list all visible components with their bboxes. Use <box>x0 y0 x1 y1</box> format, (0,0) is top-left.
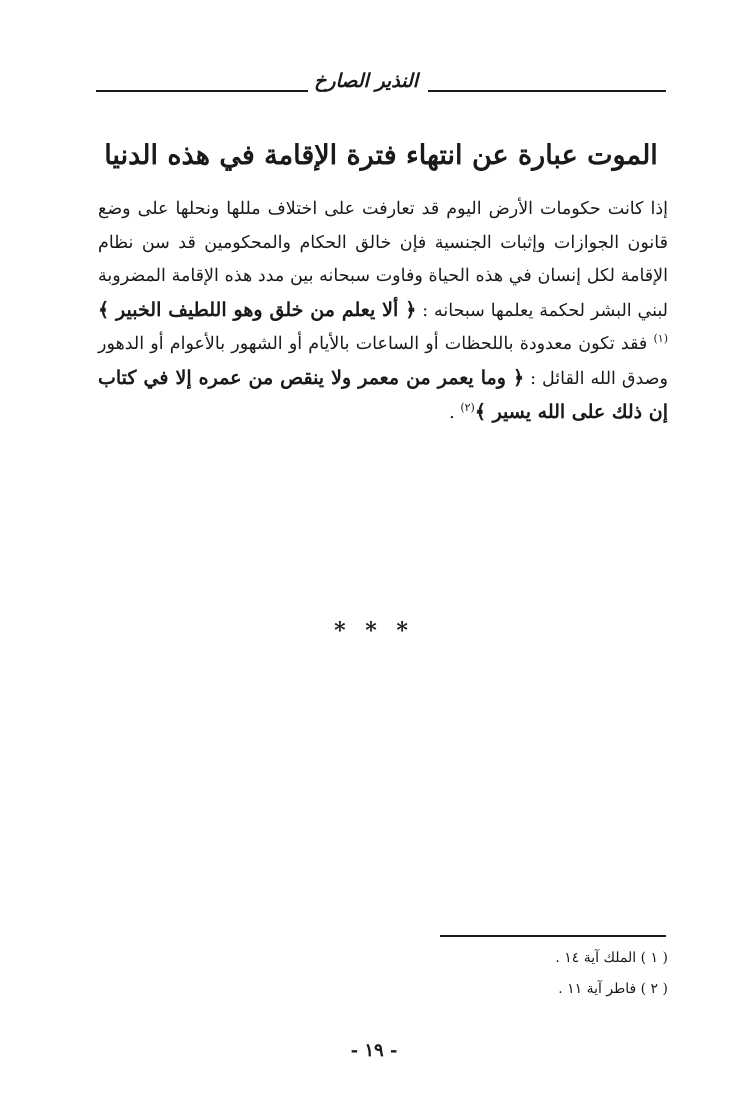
paragraph-middle: فقد تكون معدودة باللحظات أو الساعات بالأيام أو الشهور بالأعوام أو الدهور وصدق الله القائل : <box>98 334 668 389</box>
header-rule-right <box>428 90 666 92</box>
footnote-ref-1: (١) <box>653 332 668 346</box>
quran-verse-1: ﴿ ألا يعلم من خلق وهو اللطيف الخبير ﴾ <box>98 298 417 321</box>
paragraph-intro: إذا كانت حكومات الأرض اليوم قد تعارفت على اختلاف مللها ونحلها على وضع قانون الجوازات وإثبات الجنسية فإن خالق الحكام والمحكومين قد سن نظام الإقامة لكل إنسان في هذه الحياة وفاوت سبحانه بين مدد هذه الإقامة المضروبة لبني البشر لحكمة يعلمها سبحانه : <box>98 199 668 321</box>
header-title: النذير الصارخ <box>314 70 418 92</box>
body-paragraph <box>98 193 668 431</box>
section-title: الموت عبارة عن انتهاء فترة الإقامة في هذه الدنيا <box>104 140 658 171</box>
footnote-1: ( ١ ) الملك آية ١٤ . <box>555 950 668 966</box>
footnote-rule <box>440 935 666 937</box>
paragraph-end: . <box>449 403 455 423</box>
header-rule-left <box>96 90 308 92</box>
quran-verse-2: ﴿ وما يعمر من معمر ولا ينقص من عمره إلا في كتاب إن ذلك على الله يسير ﴾ <box>98 366 668 423</box>
page-number: - ١٩ - <box>350 1040 398 1061</box>
section-separator: * * * <box>334 618 414 644</box>
footnote-ref-2: (٢) <box>460 401 475 415</box>
running-header <box>96 64 666 104</box>
footnote-2: ( ٢ ) فاطر آية ١١ . <box>558 981 668 997</box>
